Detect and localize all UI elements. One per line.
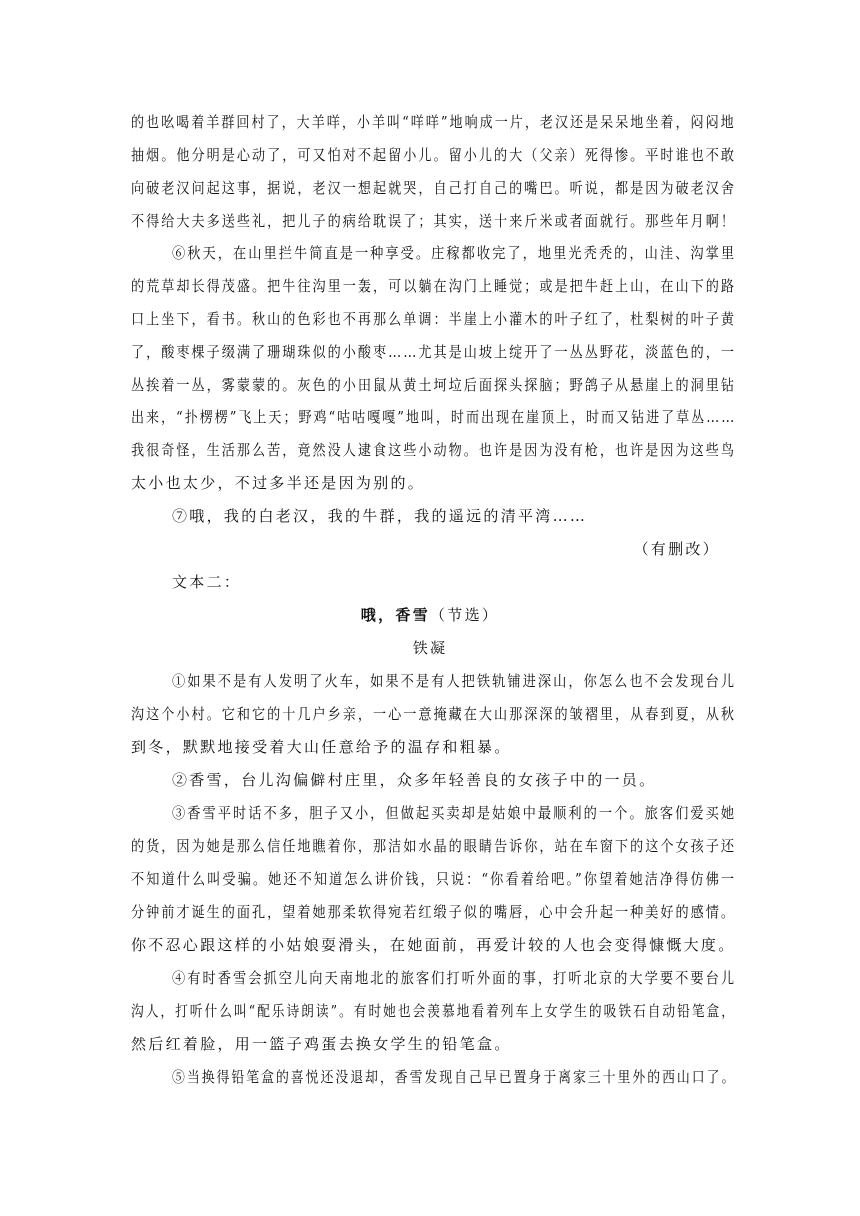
text1-para5-line-1: 的也吆喝着羊群回村了，大羊咩，小羊叫“咩咩”地响成一片，老汉还是呆呆地坐着，闷闷地	[131, 113, 736, 131]
text2-title-suffix: （节选）	[430, 606, 500, 624]
text2-title: 哦，香雪	[360, 606, 430, 624]
text2-para4-line-1: ④有时香雪会抓空儿向天南地北的旅客们打听外面的事，打听北京的大学要不要台儿	[172, 969, 737, 987]
text2-para2: ②香雪，台儿沟偏僻村庄里，众多年轻善良的女孩子中的一员。	[172, 771, 657, 789]
text2-para3-line-3: 不知道什么叫受骗。她还不知道怎么讲价钱，只说：“你看着给吧。”你望着她洁净得仿佛一	[131, 870, 737, 888]
text2-para1-line-3: 到冬，默默地接受着大山任意给予的温存和粗暴。	[131, 738, 512, 756]
text1-para7: ⑦哦，我的白老汉，我的牛群，我的遥远的清平湾……	[172, 507, 588, 525]
text1-para6-line-6: 出来，“扑楞楞”飞上天；野鸡“咕咕嘎嘎”地叫，时而出现在崖顶上，时而又钻进了草丛……	[131, 408, 737, 426]
text2-para4-line-3: 然后红着脸，用一篮子鸡蛋去换女学生的铅笔盒。	[131, 1035, 512, 1053]
text2-author: 铁凝	[412, 639, 448, 657]
text1-para5-line-2: 抽烟。他分明是心动了，可又怕对不起留小儿。留小儿的大（父亲）死得惨。平时谁也不敢	[131, 146, 737, 164]
revision-note: （有删改）	[633, 540, 720, 558]
text2-para4-line-2: 沟人，打听什么叫“配乐诗朗读”。有时她也会羡慕地看着列车上女学生的吸铁石自动铅笔盒，	[131, 1002, 736, 1020]
text2-para3-line-2: 的货，因为她是那么信任地瞧着你，那洁如水晶的眼睛告诉你，站在车窗下的这个女孩子还	[131, 837, 737, 855]
text1-para6-line-8: 太小也太少，不过多半还是因为别的。	[131, 474, 426, 492]
text1-para5-line-4: 不得给大夫多送些礼，把儿子的病给耽误了；其实，送十来斤米或者面就行。那些年月啊！	[131, 212, 737, 230]
text2-para3-line-4: 分钟前才诞生的面孔，望着她那柔软得宛若红缎子似的嘴唇，心中会升起一种美好的感情。	[131, 903, 737, 921]
text2-para3-line-1: ③香雪平时话不多，胆子又小，但做起买卖却是姑娘中最顺利的一个。旅客们爱买她	[172, 804, 737, 822]
text1-para6-line-3: 口上坐下，看书。秋山的色彩也不再那么单调：半崖上小灌木的叶子红了，杜梨树的叶子黄	[131, 310, 737, 328]
text1-para6-line-4: 了，酸枣棵子缀满了珊瑚珠似的小酸枣……尤其是山坡上绽开了一丛丛野花，淡蓝色的，一	[131, 343, 737, 361]
text1-para5-line-3: 向破老汉问起这事，据说，老汉一想起就哭，自己打自己的嘴巴。听说，都是因为破老汉舍	[131, 179, 737, 197]
text2-title-line	[0, 604, 860, 625]
text1-para6-line-5: 丛挨着一丛，雾蒙蒙的。灰色的小田鼠从黄土坷垃后面探头探脑；野鸽子从悬崖上的洞里钻	[131, 376, 737, 394]
text2-para1-line-2: 沟这个小村。它和它的十几户乡亲，一心一意掩藏在大山那深深的皱褶里，从春到夏，从秋	[131, 705, 737, 723]
text2-label: 文本二：	[172, 573, 242, 591]
text2-para3-line-5: 你不忍心跟这样的小姑娘耍滑头，在她面前，再爱计较的人也会变得慷慨大度。	[131, 936, 736, 954]
text1-para6-line-7: 我很奇怪，生活那么苦，竟然没人逮食这些小动物。也许是因为没有枪，也许是因为这些鸟	[131, 441, 737, 459]
text1-para6-line-1: ⑥秋天，在山里拦牛简直是一种享受。庄稼都收完了，地里光秃秃的，山洼、沟掌里	[172, 244, 737, 262]
text2-para5: ⑤当换得铅笔盒的喜悦还没退却，香雪发现自己早已置身于离家三十里外的西山口了。	[172, 1068, 737, 1086]
text2-para1-line-1: ①如果不是有人发明了火车，如果不是有人把铁轨铺进深山，你怎么也不会发现台儿	[172, 672, 737, 690]
text1-para6-line-2: 的荒草却长得茂盛。把牛往沟里一轰，可以躺在沟门上睡觉；或是把牛赶上山，在山下的路	[131, 277, 737, 295]
